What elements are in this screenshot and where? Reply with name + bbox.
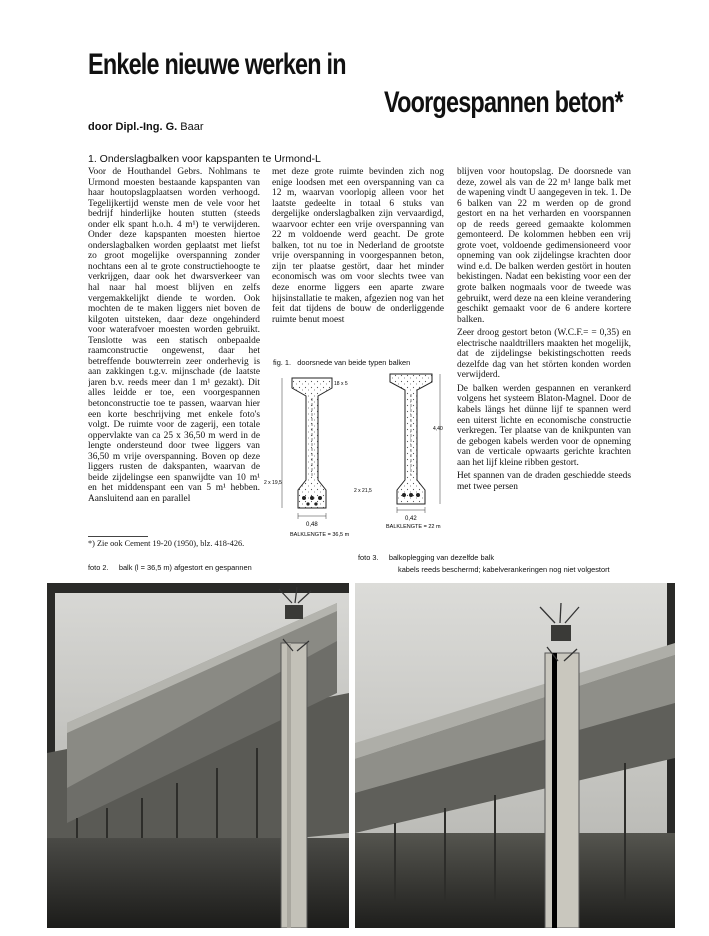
paragraph: Voor de Houthandel Gebrs. Nohlmans te Urmond moesten bestaande kapspanten van haar houtopslagplaatsen worden verhoogd. Tegelijkertijd wenste men de vele voor het bedrijf hinderlijke houten stutten (steeds onder elk spant h.o.h. 4 m¹) te verwijderen. Onder deze kapspanten moesten hiertoe onderslagbalken worden geplaatst met liefst zo groot mogelijke overspanning zonder nochtans een al te grote constructiehoogte te verkrijgen, daar ook het dwarsverkeer van hal naar hal moest blijven en zelfs vergemakkelijkt diende te worden. Ook mochten de te maken liggers niet boven de kilgoten uitsteken, daar deze ongehinderd voor waterafvoer moesten worden gebruikt. Tenslotte was een statisch onbepaalde raamconstructie ongewenst, daar het betreffende bouwterrein zeer onderhevig is aan zakkingen t.g.v. mijnschade (de laatste jaren b.v. reeds meer dan 1 m¹ gezakt). Dit alles leidde er toe, een voorgespannen betonconstructie toe te passen, waarvan hier een korte beschrijving met enkele foto's volgt. De ruimte voor de zagerij, een totale oppervlakte van ca 25 x 36,50 m werd in de lengte ondersteund door twee liggers van 36,50 m vrije overspanning. Boven op deze liggers rusten de dakspanten, waarvan de beide zijdelingse een spanwijdte van 10 m¹ en het middenspant een van 5 m¹ hebben. Aansluitend aan en parallel [88,167,260,504]
right-bottom-label: BALKLENGTE = 22 m [386,524,441,530]
left-top-label: 18 x 5 [334,381,348,387]
section-heading: 1. Onderslagbalken voor kapspanten te Urmond-L [88,153,321,165]
figure1-caption [273,358,410,367]
beam-section-small [390,374,440,513]
footnote: *) Zie ook Cement 19-20 (1950), blz. 418-426. [88,539,245,548]
photo3-caption-line2: kabels reeds beschermd; kabelverankeringen nog niet volgestort [398,565,610,574]
photo2-caption-text: balk (l = 36,5 m) afgestort en gespannen [118,563,252,572]
right-side-label: 2 x 21,5 [354,488,372,494]
left-side-label: 2 x 19,5 [264,480,282,486]
text-column-2 [272,167,444,343]
photo-beam-stressed [47,583,349,928]
paragraph: met deze grote ruimte bevinden zich nog enige loodsen met een overspanning van ca 12 m, waarvan voorlopig alleen voor het laatste gedeelte in totaal 6 stuks van dergelijke onderslagbalken zijn vervaardigd, waarvoor echter een vrije overspanning van 22 m voldoende werd geacht. De grote balken, tot nu toe in Nederland de grootste vrije overspanning in voorgespannen beton, zijn ter plaatse gestört, daar het minder economisch was om voor slechts twee van deze enorme liggers een aparte zware hijsinstallatie te maken, afgezien nog van het feit dat tijdens de bouw de onderliggende ruimte benut moest [272,167,444,325]
byline [88,121,204,133]
figure1-caption-label: fig. 1. [273,358,292,367]
photo2-caption [88,563,252,572]
beam-cross-section-figure [262,368,462,544]
photo-beam-support [355,583,675,928]
text-column-1 [88,167,260,537]
right-width-label: 0,42 [405,516,417,522]
article-title-line2: Voorgespannen beton* [384,86,623,119]
photo2-caption-label: foto 2. [88,563,109,572]
text-column-3 [457,167,631,537]
author-name: Baar [180,121,204,133]
photo3-caption [358,553,494,562]
right-top-label: 4,40 [433,426,443,432]
article-title-line1: Enkele nieuwe werken in [88,48,346,81]
figure1-caption-text: doorsnede van beide typen balken [297,358,411,367]
photo3-caption-label: foto 3. [358,553,379,562]
paragraph: Het spannen van de draden geschiedde steeds met twee persen [457,471,631,492]
photo3-caption-text-1: balkoplegging van dezelfde balk [388,553,495,562]
footnote-rule [88,536,148,537]
paragraph: Zeer droog gestort beton (W.C.F.= = 0,35) en electrische naaldtrillers maakten het mogelijk, dat de zijdelingse bekistingschotten reeds dezelfde dag van het störten konden worden verwijderd. [457,328,631,381]
paragraph: De balken werden gespannen en verankerd volgens het systeem Blaton-Magnel. Door de kabels längs het dünne lijf te spannen werd een uiterst lichte en economische constructie verkregen. Ter plaatse van de knikpunten van de gebogen kabels werden voor de opneming van de verticale opwaarts gerichte krachten aan het lijf kleine ribben gestort. [457,383,631,468]
author-prefix: door Dipl.-Ing. G. [88,121,178,133]
beam-section-large [282,378,332,519]
left-bottom-label: BALKLENGTE = 36,5 m [290,532,350,538]
paragraph: blijven voor houtopslag. De doorsnede van deze, zowel als van de 22 m¹ lange balk met de wapening vindt U aangegeven in tek. 1. De 6 balken van 22 m werden op de grond gestort en na het verharden en voorspannen op de reeds gereed gemaakte kolommen gemonteerd. De kolommen hebben een vrij grote voet, voldoende gedimensioneerd voor opneming van ook zijdelingse krachten door wind e.d. De balken werden gestört in houten bekistingen. Nadat een bekisting voor een der grote balken nogmaals voor de tweede was gebruikt, werd deze na een kleine verandering geschikt gemaakt voor de 6 andere kortere balken. [457,167,631,325]
left-width-label: 0,48 [306,522,318,528]
